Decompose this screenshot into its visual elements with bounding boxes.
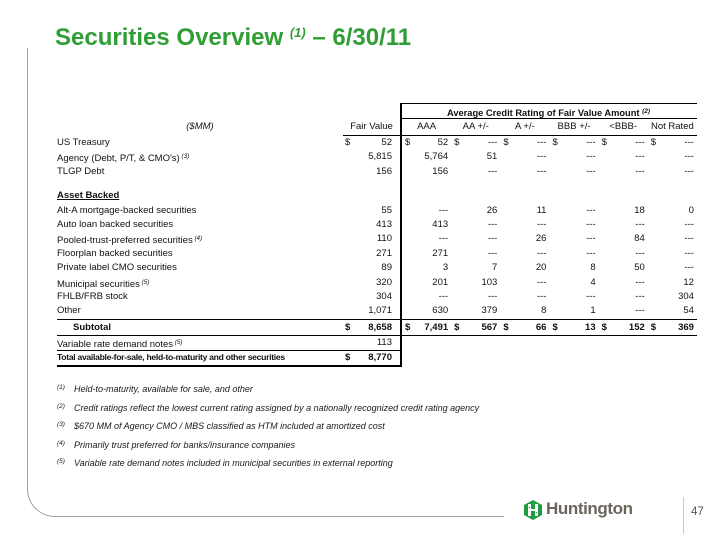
table-row: [57, 351, 400, 367]
rating-cell: ---: [684, 151, 694, 163]
table-body: [57, 136, 697, 367]
rating-cell: ---: [536, 290, 547, 302]
fair-value-cell: 1,071: [368, 305, 392, 317]
rating-cell: $ ---: [503, 137, 547, 148]
rating-cell: ---: [586, 290, 596, 302]
rating-cell: $ ---: [650, 137, 694, 148]
table-row: [57, 261, 697, 275]
huntington-wordmark: Huntington: [546, 499, 633, 518]
rating-cell: ---: [586, 233, 596, 245]
rating-cell: $ ---: [552, 137, 596, 148]
rating-cell: 0: [688, 204, 694, 216]
rating-cells: [402, 276, 697, 290]
rating-cell: 304: [678, 290, 694, 302]
rating-cell: ---: [684, 233, 694, 245]
rating-cell: 201: [432, 276, 449, 288]
fair-value-cell: 5,815: [368, 151, 392, 163]
rating-cell: $ 52: [405, 137, 449, 148]
row-label: Pooled-trust-preferred securities $^{(4)}$: [57, 235, 203, 247]
row-label: Total available-for-sale, held-to-maturity and other securities: [57, 352, 285, 363]
rating-cell: ---: [684, 165, 694, 177]
rating-cell: 20: [535, 262, 547, 274]
rating-cells: [402, 247, 697, 261]
rating-cell: 413: [432, 218, 449, 230]
rating-cell: 50: [634, 262, 645, 274]
huntington-logo-icon: [524, 500, 542, 520]
row-label: TLGP Debt: [57, 165, 105, 177]
rating-cell: 156: [432, 165, 449, 177]
footnote: $^{(4)}$ Primarily trust preferred for banks/insurance companies: [57, 439, 296, 450]
row-label: Asset Backed: [57, 190, 120, 202]
rating-cell: ---: [438, 233, 449, 245]
rating-cell: 1: [590, 305, 596, 317]
column-header-not-rated: Not Rated: [650, 121, 694, 132]
fair-value-cell: 320: [376, 276, 392, 288]
table-row: [57, 290, 697, 304]
row-label: Agency (Debt, P/T, & CMO's) $^{(3)}$: [57, 153, 190, 165]
rating-cell: ---: [684, 218, 694, 230]
rating-cell: ---: [586, 151, 596, 163]
rating-cell: 54: [683, 305, 694, 317]
rating-cell: ---: [536, 276, 547, 288]
column-header-aa: AA +/-: [462, 121, 489, 132]
rating-column-headers: [402, 119, 697, 136]
rating-cell: $ ---: [601, 137, 645, 148]
securities-table: [57, 103, 697, 367]
table-column-header-row: [57, 119, 697, 136]
footnote: $^{(5)}$ Variable rate demand notes included in municipal securities in external reporting: [57, 458, 393, 469]
table-row: [57, 218, 697, 232]
fair-value-cell: 413: [376, 218, 392, 230]
rating-cell: 8: [541, 305, 547, 317]
rating-cell: 51: [486, 151, 498, 163]
rating-cell: ---: [536, 151, 547, 163]
table-row: [57, 179, 697, 189]
row-label: Private label CMO securities: [57, 262, 177, 274]
rating-cell: ---: [536, 247, 547, 259]
rating-cells: [402, 290, 697, 304]
group-header: [400, 103, 697, 119]
table-row: [57, 136, 697, 150]
rating-cells: [402, 232, 697, 246]
rating-cell: $ 152: [601, 321, 645, 333]
rating-cell: ---: [438, 204, 449, 216]
rating-cell: ---: [684, 247, 694, 259]
row-label: Subtotal: [73, 321, 111, 333]
rating-cells: [402, 261, 697, 275]
rating-cell: 26: [486, 204, 498, 216]
fair-value-cell: $ 52: [345, 137, 392, 148]
page-title-main: Securities Overview: [55, 24, 284, 51]
rating-cell: ---: [635, 218, 645, 230]
column-header-fair-value: Fair Value: [343, 119, 400, 136]
footnote: $^{(3)}$ $670 MM of Agency CMO / MBS classified as HTM included at amortized cost: [57, 421, 385, 432]
column-header-sub-bbb: <BBB-: [609, 121, 638, 132]
group-header-label: Average Credit Rating of Fair Value Amount: [446, 108, 640, 118]
fair-value-cell: 304: [376, 290, 392, 302]
table-row: [57, 232, 697, 246]
rating-cell: 271: [432, 247, 449, 259]
fair-value-cell: 271: [376, 247, 392, 259]
rating-cell: ---: [635, 276, 645, 288]
rating-cell: $ 66: [503, 321, 547, 333]
rating-cell: ---: [635, 247, 645, 259]
rating-cells: [402, 136, 697, 150]
column-header-aaa: AAA: [417, 121, 437, 132]
rating-cell: ---: [487, 233, 498, 245]
section-header-row: [57, 189, 697, 203]
rating-cell: 7: [492, 262, 498, 274]
rating-cell: ---: [487, 165, 498, 177]
footnotes: [57, 379, 479, 472]
column-header-a: A +/-: [514, 121, 535, 132]
rating-cell: ---: [635, 305, 645, 317]
rating-cell: $ 369: [650, 321, 694, 333]
table-row: [57, 336, 400, 351]
column-header-bbb: BBB +/-: [557, 121, 591, 132]
rating-cell: ---: [487, 290, 498, 302]
page-title-date: – 6/30/11: [305, 24, 412, 51]
rating-cell: ---: [536, 218, 547, 230]
rating-cell: ---: [536, 165, 547, 177]
rating-cells: [402, 320, 697, 336]
row-label: Auto loan backed securities: [57, 218, 174, 230]
rating-cell: 11: [536, 204, 547, 216]
table-row: [57, 204, 697, 218]
rating-cell: ---: [487, 247, 498, 259]
rating-cell: 4: [590, 276, 596, 288]
rating-cell: ---: [586, 247, 596, 259]
table-row: [57, 319, 697, 337]
row-label: Floorplan backed securities: [57, 247, 173, 259]
page-title-footnote-ref: (1): [289, 25, 306, 40]
fair-value-cell: 89: [381, 262, 392, 274]
rating-cell: $ 7,491: [405, 321, 449, 333]
table-row: [57, 276, 697, 290]
row-label: Alt-A mortgage-backed securities: [57, 204, 197, 216]
table-row: [57, 304, 697, 318]
rating-cell: ---: [586, 218, 596, 230]
rating-cell: 630: [432, 305, 449, 317]
rating-cell: ---: [438, 290, 449, 302]
rating-cell: ---: [487, 218, 498, 230]
fair-value-cell: 113: [376, 337, 392, 349]
fair-value-cell: 55: [381, 204, 392, 216]
rating-cell: 26: [535, 233, 547, 245]
rating-cell: ---: [586, 165, 596, 177]
row-label: Other: [57, 305, 81, 317]
table-row: [57, 165, 697, 179]
footer-divider: [683, 497, 684, 534]
rating-cells: [402, 204, 697, 218]
rating-cell: 379: [481, 305, 498, 317]
rating-cell: 103: [481, 276, 498, 288]
row-label: Municipal securities $^{(5)}$: [57, 278, 150, 290]
rating-cell: 5,764: [424, 151, 449, 163]
fair-value-cell: $ 8,770: [345, 352, 392, 364]
fair-value-cell: 110: [376, 233, 392, 245]
rating-cell: 12: [683, 276, 694, 288]
rating-cells: [402, 218, 697, 232]
table-vertical-divider: [400, 103, 402, 367]
rating-cell: $ ---: [454, 137, 498, 148]
rating-cell: $ 13: [552, 321, 596, 333]
rating-cell: ---: [635, 290, 645, 302]
footnote: $^{(2)}$ Credit ratings reflect the lowest current rating assigned by a nationally recognized credit rating agency: [57, 402, 480, 413]
fair-value-cell: $ 8,658: [345, 321, 392, 333]
rating-cell: $ 567: [454, 321, 498, 333]
table-group-header-row: [57, 103, 697, 119]
rating-cell: ---: [586, 204, 596, 216]
rating-cell: 18: [634, 204, 645, 216]
rating-cell: 3: [442, 262, 449, 274]
page-number: 47: [691, 506, 704, 518]
table-row: [57, 150, 697, 164]
table-row: [57, 247, 697, 261]
group-header-footnote-ref: (2): [642, 108, 651, 115]
rating-cell: ---: [635, 165, 645, 177]
unit-label: ($MM): [186, 121, 214, 132]
rating-cells: [402, 150, 697, 164]
fair-value-cell: 156: [376, 165, 392, 177]
rating-cell: ---: [684, 262, 694, 274]
rating-cells: [402, 304, 697, 318]
rating-cell: 84: [634, 233, 645, 245]
row-label: US Treasury: [57, 137, 110, 148]
rating-cell: 8: [590, 262, 596, 274]
rating-cells: [402, 165, 697, 179]
rating-cell: ---: [635, 151, 645, 163]
row-label: Variable rate demand notes $^{(5)}$: [57, 339, 183, 351]
footnote: $^{(1)}$ Held-to-maturity, available for sale, and other: [57, 384, 253, 394]
row-label: FHLB/FRB stock: [57, 290, 128, 302]
